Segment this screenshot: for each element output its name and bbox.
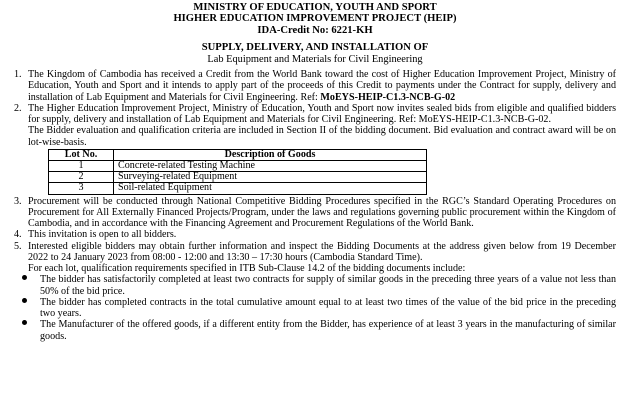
lot-description-cell: Soil-related Equipment — [114, 183, 427, 194]
lot-number-cell: 2 — [49, 172, 114, 183]
bullet-text: The Manufacturer of the offered goods, if a different entity from the Bidder, has experience of at least 3 years in the manufacturing of similar goods. — [40, 319, 616, 342]
item-number: 5. — [14, 240, 22, 252]
bullet-item — [14, 297, 616, 320]
list-item — [14, 196, 616, 230]
item-5-text: Interested eligible bidders may obtain further information and inspect the Bidding Documents at the address given below from 19 December 2022 to 24 January 2023 from 08:00 - 12:00 and 13:30 – 17:30 hours (Cambodia Standard Time). — [28, 240, 616, 263]
item-1-reference: MoEYS-HEIP-C1.3-NCB-G-02 — [320, 91, 456, 103]
lots-table — [48, 149, 427, 195]
item-2-text: The Higher Education Improvement Project, Ministry of Education, Youth and Sport now invites sealed bids from eligible and qualified bidders for supply, delivery and installation of Lab Equipment and Materials for Civil Engineering. Ref: MoEYS-HEIP-C1.3-NCB-G-02. — [28, 102, 616, 126]
item-number: 2. — [14, 102, 22, 114]
list-item — [14, 241, 616, 275]
list-item — [14, 69, 616, 103]
item-number: 4. — [14, 229, 22, 241]
credit-number: IDA-Credit No: 6221-KH — [257, 24, 373, 36]
item-number: 1. — [14, 69, 22, 81]
lot-number-cell: 1 — [49, 160, 114, 171]
bullet-dot-icon — [14, 297, 40, 320]
item-3-text: Procurement will be conducted through National Competitive Bidding Procedures specified in the RGC’s Standard Operating Procedures on Procurement for All Externally Financed Projects/Program, under the laws and regulations governing public procurement within the Kingdom of Cambodia, and in accordance with the Financing Agreement and Procurement Regulations of the World Bank. — [28, 195, 616, 230]
item-text — [28, 241, 616, 275]
bullet-item — [14, 274, 616, 297]
list-item — [14, 229, 616, 240]
item-text — [28, 69, 616, 103]
qualification-bullets — [14, 274, 616, 342]
ministry-name: MINISTRY OF EDUCATION, YOUTH AND SPORT — [193, 2, 437, 13]
lot-no-header: Lot No. — [49, 149, 114, 160]
item-text — [28, 103, 616, 148]
item-number: 3. — [14, 195, 22, 207]
bullet-dot-icon — [14, 274, 40, 297]
bullet-item — [14, 319, 616, 342]
bullet-text: The bidder has completed contracts in the total cumulative amount equal to at least two times of the value of the bid price in the preceding two years. — [40, 296, 616, 320]
lot-description-cell: Surveying-related Equipment — [114, 172, 427, 183]
table-row — [49, 172, 427, 183]
lot-number-cell: 3 — [49, 183, 114, 194]
lot-description-cell: Concrete-related Testing Machine — [114, 160, 427, 171]
list-item — [14, 103, 616, 148]
notice-title: SUPPLY, DELIVERY, AND INSTALLATION OF — [201, 42, 429, 54]
table-row — [49, 183, 427, 194]
notice-subtitle: Lab Equipment and Materials for Civil Engineering — [207, 53, 423, 65]
item-1-text: The Kingdom of Cambodia has received a Credit from the World Bank toward the cost of Higher Education Improvement Project, Ministry of Education, Youth and Sport and it intends to apply part of the proceeds of this Credit to payments under the Contract for supply, delivery and installation of Lab Equipment and Materials for Civil Engineering. Ref: — [28, 69, 616, 103]
notice-items — [14, 69, 616, 342]
bullet-dot-icon — [14, 319, 40, 342]
item-4-text: This invitation is open to all bidders. — [28, 229, 177, 241]
table-row — [49, 160, 427, 171]
table-header-row — [49, 149, 427, 160]
bullet-text: The bidder has satisfactorily completed at least two contracts for supply of similar goods in the preceding three years of a value not less than 50% of the bid price. — [40, 274, 616, 297]
project-name: HIGHER EDUCATION IMPROVEMENT PROJECT (HEIP) — [173, 13, 457, 25]
item-2-text-evaluation: The Bidder evaluation and qualification criteria are included in Section II of the bidding document. Bid evaluation and contract award will be on lot-wise-basis. — [28, 125, 616, 148]
description-header: Description of Goods — [114, 149, 427, 160]
item-5-qualification-intro: For each lot, qualification requirements specified in ITB Sub-Clause 14.2 of the bidding documents include: — [28, 263, 466, 275]
